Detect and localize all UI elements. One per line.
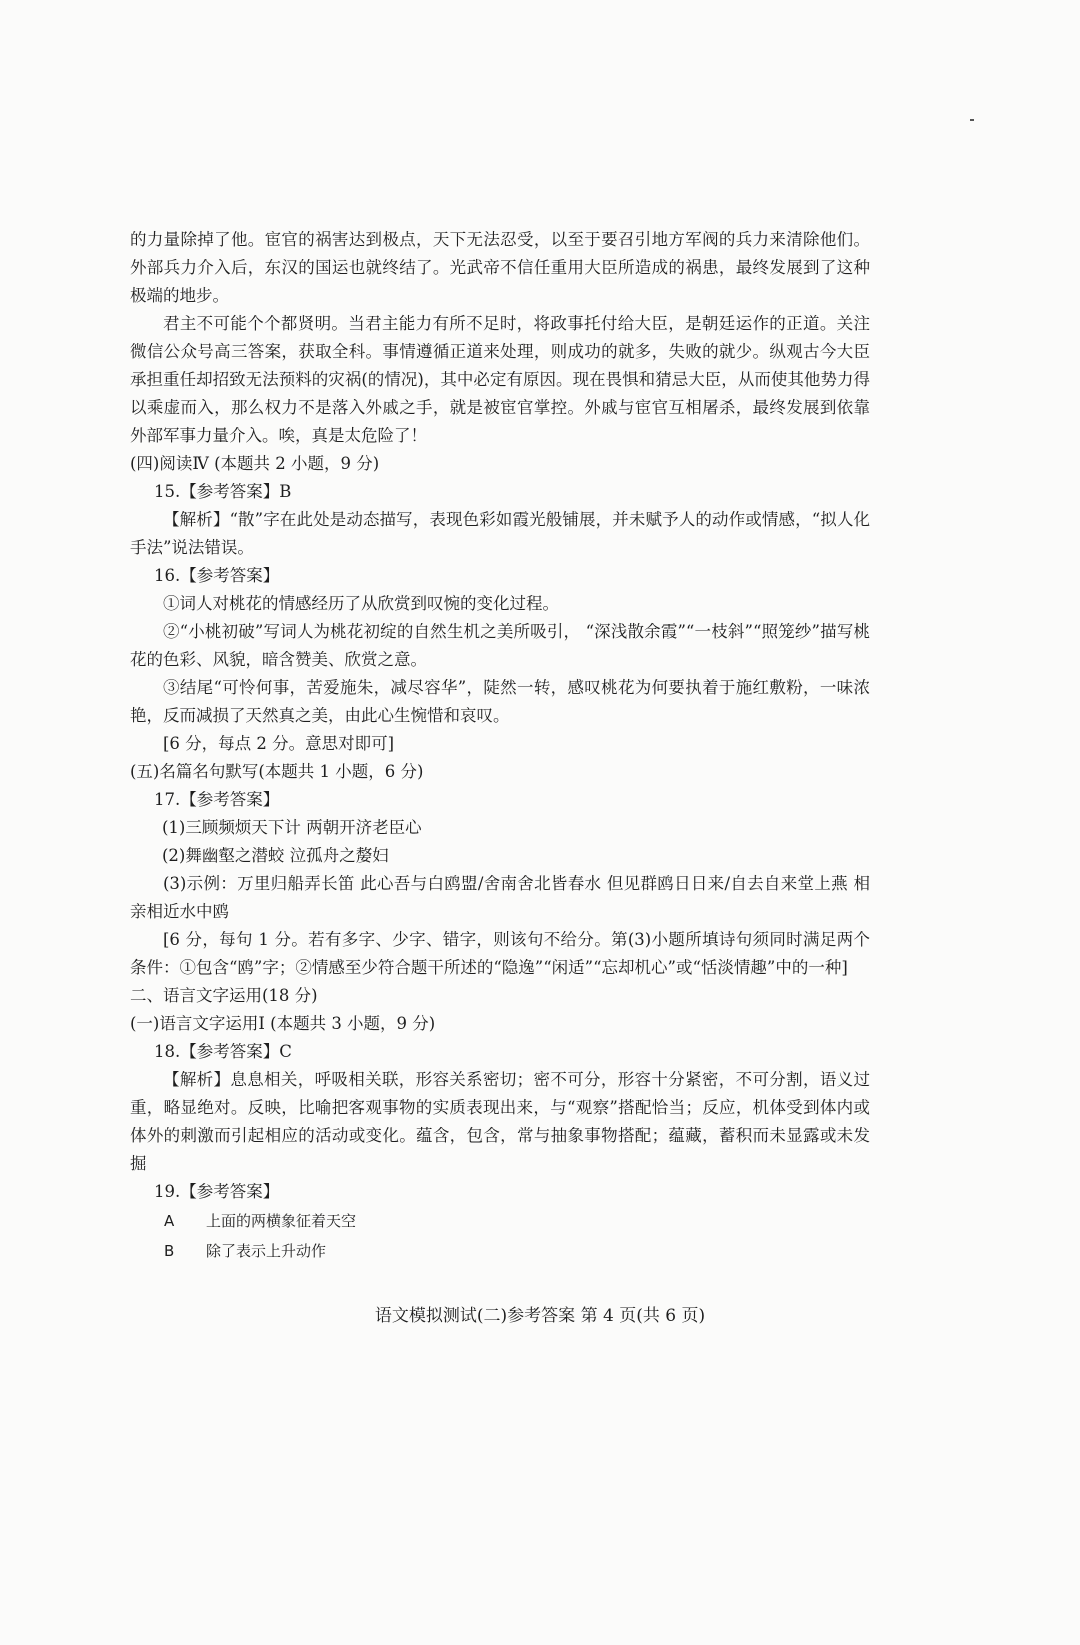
question-18-analysis: 【解析】息息相关，呼吸相关联，形容关系密切；密不可分，形容十分紧密，不可分割，语义过重，略显绝对。反映，比喻把客观事物的实质表现出来，与“观察”搭配恰当；反应，机体受到体内或体外的刺激而引起相应的活动或变化。蕴含，包含，常与抽象事物搭配；蕴藏，蓄积而未显露或未发掘 xyxy=(130,1070,870,1173)
page-footer: 语文模拟测试(二)参考答案 第 4 页(共 6 页) xyxy=(374,1306,706,1326)
question-17-item-1: (1)三顾频烦天下计 两朝开济老臣心 xyxy=(162,818,422,837)
question-16-scoring: [6 分，每点 2 分。意思对即可] xyxy=(163,734,395,753)
question-19-option xyxy=(130,1206,870,1236)
question-19-answer: 19.【参考答案】 xyxy=(154,1182,280,1201)
question-16-point-3: ③结尾“可怜何事，苦爱施朱，减尽容华”，陡然一转，感叹桃花为何要执着于施红敷粉，一味浓艳，反而减损了天然真之美，由此心生惋惜和哀叹。 xyxy=(130,678,870,725)
question-17-item-3: (3)示例：万里归船弄长笛 此心吾与白鸥盟/舍南舍北皆春水 但见群鸥日日来/自去自来堂上燕 相亲相近水中鸥 xyxy=(130,874,870,921)
section-heading-reading-4: (四)阅读Ⅳ (本题共 2 小题，9 分) xyxy=(130,454,380,473)
scan-speck xyxy=(970,119,974,121)
option-letter: B xyxy=(164,1242,175,1260)
option-letter: A xyxy=(164,1212,175,1230)
question-18-answer: 18.【参考答案】C xyxy=(154,1042,292,1061)
question-15-analysis: 【解析】“散”字在此处是动态描写，表现色彩如霞光般铺展，并未赋予人的动作或情感，“拟人化手法”说法错误。 xyxy=(130,510,870,557)
paragraph-continuation: 的力量除掉了他。宦官的祸害达到极点，天下无法忍受，以至于要召引地方军阀的兵力来清除他们。外部兵力介入后，东汉的国运也就终结了。光武帝不信任重用大臣所造成的祸患，最终发展到了这种极端的地步。 xyxy=(130,230,870,305)
question-17-item-2: (2)舞幽壑之潜蛟 泣孤舟之嫠妇 xyxy=(162,846,389,865)
paragraph-translation: 君主不可能个个都贤明。当君主能力有所不足时，将政事托付给大臣，是朝廷运作的正道。关注微信公众号高三答案，获取全科。事情遵循正道来处理，则成功的就多，失败的就少。纵观古今大臣承担重任却招致无法预料的灾祸(的情况)，其中必定有原因。现在畏惧和猜忌大臣，从而使其他势力得以乘虚而入，那么权力不是落入外戚之手，就是被宦官掌控。外戚与宦官互相屠杀，最终发展到依靠外部军事力量介入。唉，真是太危险了！ xyxy=(130,314,870,445)
question-16-point-1: ①词人对桃花的情感经历了从欣赏到叹惋的变化过程。 xyxy=(163,594,559,613)
question-17-scoring: [6 分，每句 1 分。若有多字、少字、错字，则该句不给分。第(3)小题所填诗句须同时满足两个条件：①包含“鸥”字；②情感至少符合题干所述的“隐逸”“闲适”“忘却机心”或“恬淡情趣”中的一种] xyxy=(130,930,870,977)
section-heading-recitation: (五)名篇名句默写(本题共 1 小题，6 分) xyxy=(130,762,424,781)
question-16-answer: 16.【参考答案】 xyxy=(154,566,280,585)
option-text: 除了表示上升动作 xyxy=(206,1242,327,1260)
answer-key-content xyxy=(130,226,870,1266)
question-17-answer: 17.【参考答案】 xyxy=(154,790,280,809)
part-heading-language-use: 二、语言文字运用(18 分) xyxy=(130,986,318,1005)
question-16-point-2: ②“小桃初破”写词人为桃花初绽的自然生机之美所吸引， “深浅散余霞”“一枝斜”“照笼纱”描写桃花的色彩、风貌，暗含赞美、欣赏之意。 xyxy=(130,622,870,669)
question-15-answer: 15.【参考答案】B xyxy=(154,482,292,501)
option-text: 上面的两横象征着天空 xyxy=(206,1212,357,1230)
question-19-option xyxy=(130,1236,870,1266)
section-heading-language-use-1: (一)语言文字运用Ⅰ (本题共 3 小题，9 分) xyxy=(130,1014,436,1033)
